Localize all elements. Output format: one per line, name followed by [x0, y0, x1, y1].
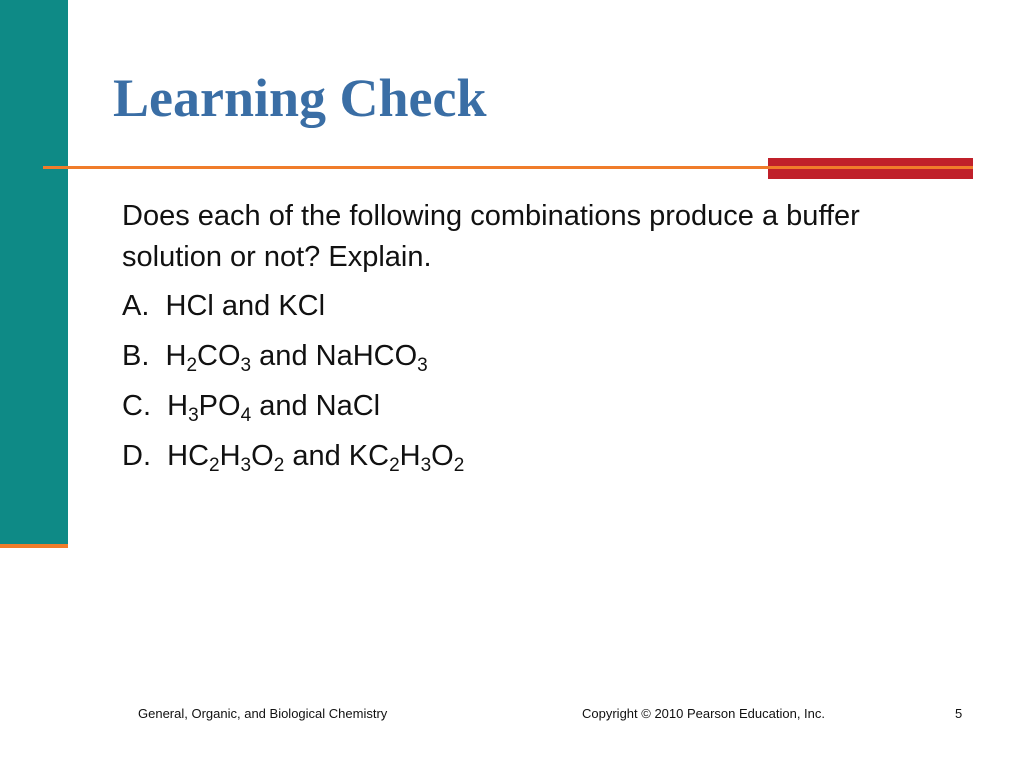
slide-title: Learning Check [113, 68, 487, 128]
option-text: HCl and KCl [165, 290, 326, 322]
sidebar-accent [0, 544, 68, 548]
answer-option-b [122, 336, 942, 377]
page-number: 5 [955, 706, 963, 721]
slide-body [122, 196, 942, 486]
question-text: Does each of the following combinations produce a buffer solution or not? Explain. [122, 200, 860, 273]
option-letter: C. [122, 390, 168, 422]
answer-option-a [122, 286, 942, 327]
option-letter: D. [122, 440, 168, 472]
answer-option-d [122, 436, 942, 477]
answer-options-list [122, 286, 942, 477]
option-letter: B. [122, 340, 166, 372]
footer-copyright: Copyright © 2010 Pearson Education, Inc. [582, 706, 826, 721]
answer-option-c [122, 386, 942, 427]
option-text: $H_3PO_4$ and NaCl [167, 390, 381, 426]
option-letter: A. [122, 290, 166, 322]
option-text: $HC_2H_3O_2$ and $KC_2H_3O_2$ [167, 440, 465, 476]
footer-course: General, Organic, and Biological Chemistry [138, 706, 388, 721]
option-text: $H_2CO_3$ and NaHCO$_3$ [165, 340, 428, 376]
divider-accent-stripe [768, 166, 973, 169]
sidebar-bar [0, 0, 68, 544]
